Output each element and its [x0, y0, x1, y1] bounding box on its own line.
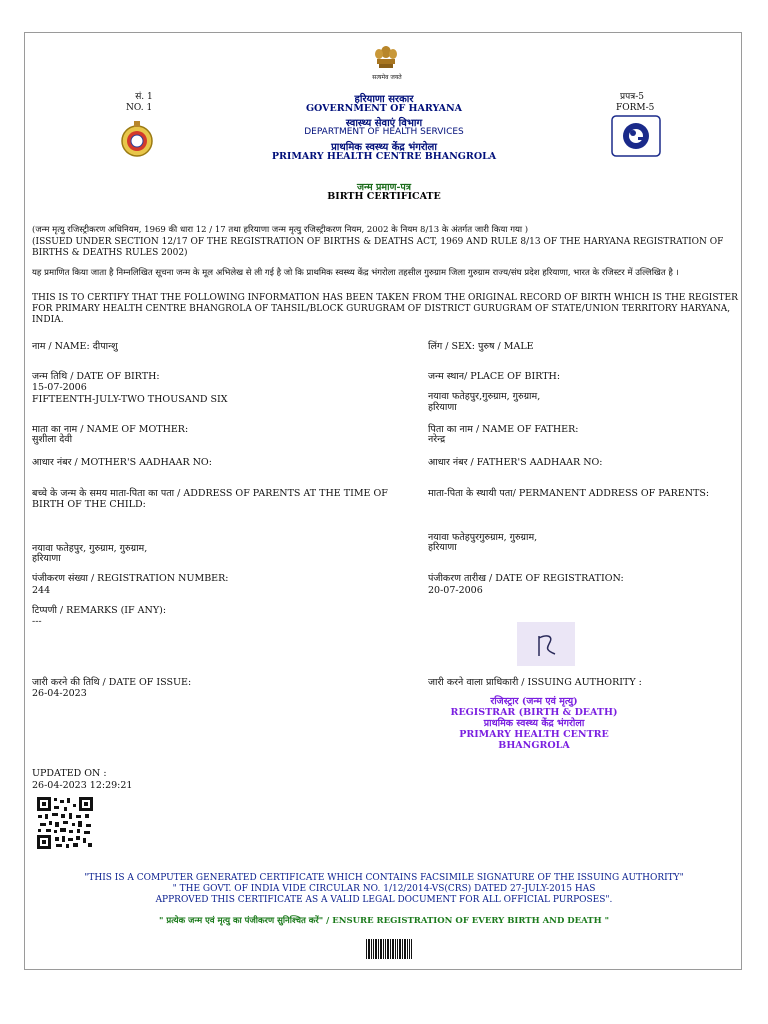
- issuing-authority-block: [428, 696, 640, 751]
- authority-phc-hindi: प्राथमिक स्वस्थ्य केंद्र भंगरोला: [483, 718, 585, 729]
- pob-value-1: नयावा फतेहपुर,गुरुग्राम, गुरुग्राम,: [428, 391, 541, 402]
- barcode: [366, 939, 412, 959]
- issue-date-label: जारी करने की तिथि / DATE OF ISSUE:: [32, 677, 192, 688]
- crs-logo-icon: [611, 115, 661, 157]
- national-emblem-icon: [370, 43, 402, 73]
- dob-words: FIFTEENTH-JULY-TWO THOUSAND SIX: [32, 394, 228, 405]
- remarks-label: टिप्पणी / REMARKS (IF ANY):: [32, 605, 167, 616]
- cert-no: NO. 1: [126, 103, 153, 113]
- address-at-birth-label: बच्चे के जन्म के समय माता-पिता का पता / ADDRESS OF PARENTS AT THE TIME OF BIRTH OF THE CHILD:: [32, 488, 388, 510]
- registration-date-value: 20-07-2006: [428, 585, 483, 596]
- sex-label: लिंग / SEX:: [428, 341, 475, 352]
- issuing-authority-label: जारी करने वाला प्राधिकारी / ISSUING AUTHORITY :: [428, 677, 642, 688]
- father-aadhaar-label: आधार नंबर / FATHER'S AADHAAR NO:: [428, 457, 603, 468]
- cert-no-hindi: सं. 1: [135, 92, 153, 102]
- remarks-value: ---: [32, 616, 42, 627]
- name-label: नाम / NAME:: [32, 341, 90, 352]
- haryana-seal-icon: [117, 119, 157, 159]
- name-value: दीपान्शु: [92, 341, 118, 352]
- certify-hindi: यह प्रमाणित किया जाता है निम्नलिखित सूचना जन्म के मूल अभिलेख से ली गई है जो कि प्राथमिक स्वस्थ्य केंद्र भंगरोला तहसील गुरुग्राम जिला गुरुग्राम राज्य/संघ प्रदेश हरियाणा, भारत के रजिस्टर में उल्लिखित है ।: [32, 268, 679, 278]
- father-label: पिता का नाम / NAME OF FATHER:: [428, 424, 579, 435]
- registration-number-label: पंजीकरण संख्या / REGISTRATION NUMBER:: [32, 573, 229, 584]
- father-value: नरेन्द्र: [428, 434, 446, 445]
- signature-image: [517, 622, 575, 666]
- updated-value: 26-04-2023 12:29:21: [32, 780, 133, 791]
- computer-generated-note: "THIS IS A COMPUTER GENERATED CERTIFICATE WHICH CONTAINS FACSIMILE SIGNATURE OF THE ISSUING AUTHORITY": [84, 873, 684, 883]
- phc-title: PRIMARY HEALTH CENTRE BHANGROLA: [271, 151, 497, 162]
- updated-label: UPDATED ON :: [32, 768, 107, 779]
- issue-date-value: 26-04-2023: [32, 688, 87, 699]
- form-no-hindi: प्रपत्र-5: [620, 92, 644, 102]
- permanent-address-value-2: हरियाणा: [428, 542, 457, 553]
- pob-value-2: हरियाणा: [428, 402, 457, 413]
- pob-label: जन्म स्थान/ PLACE OF BIRTH:: [428, 371, 561, 382]
- circular-note-2: APPROVED THIS CERTIFICATE AS A VALID LEGAL DOCUMENT FOR ALL OFFICIAL PURPOSES".: [155, 895, 613, 905]
- authority-phc: PRIMARY HEALTH CENTRE BHANGROLA: [459, 729, 609, 751]
- registration-number-value: 244: [32, 585, 51, 596]
- gov-title: GOVERNMENT OF HARYANA: [305, 103, 463, 114]
- registration-slogan: " प्रत्येक जन्म एवं मृत्यु का पंजीकरण सुनिश्चित करें" / ENSURE REGISTRATION OF EVERY BIRTH AND DEATH ": [158, 916, 609, 926]
- certify-text: THIS IS TO CERTIFY THAT THE FOLLOWING INFORMATION HAS BEEN TAKEN FROM THE ORIGINAL RECORD OF BIRTH WHICH IS THE REGISTER FOR PRIMARY HEALTH CENTRE BHANGROLA OF TAHSIL/BLOCK GURUGRAM OF DISTRICT GURUGRAM OF STATE/UNION TERRITORY HARYANA, INDIA.: [32, 293, 738, 325]
- dob-label: जन्म तिथि / DATE OF BIRTH:: [32, 371, 160, 382]
- issued-under-hindi: (जन्म मृत्यु रजिस्ट्रीकरण अधिनियम, 1969 की धारा 12 / 17 तथा हरियाणा जन्म मृत्यु रजिस्ट्रीकरण नियम, 2002 के नियम 8/13 के अंतर्गत जारी किया गया ): [32, 225, 529, 235]
- form-no: FORM-5: [616, 103, 655, 113]
- address-at-birth-value-1: नयावा फतेहपुर, गुरुग्राम, गुरुग्राम,: [32, 543, 148, 554]
- dept-hindi: स्वास्थ्य सेवाएं विभाग: [345, 118, 423, 129]
- permanent-address-label: माता-पिता के स्थायी पता/ PERMANENT ADDRESS OF PARENTS:: [428, 488, 710, 499]
- phc-hindi: प्राथमिक स्वस्थ्य केंद्र भंगरोला: [331, 142, 437, 153]
- name-row: [32, 341, 118, 352]
- authority-hindi: रजिस्ट्रार (जन्म एवं मृत्यु): [490, 696, 578, 707]
- issued-under: (ISSUED UNDER SECTION 12/17 OF THE REGISTRATION OF BIRTHS & DEATHS ACT, 1969 AND RULE 8/13 OF THE HARYANA REGISTRATION OF BIRTHS & DEATHS RULES 2002): [32, 237, 724, 258]
- dept-title: DEPARTMENT OF HEALTH SERVICES: [304, 127, 464, 137]
- mother-value: सुशीला देवी: [32, 434, 73, 445]
- sex-value: पुरुष / MALE: [477, 341, 534, 352]
- registration-date-label: पंजीकरण तारीख / DATE OF REGISTRATION:: [428, 573, 624, 584]
- gov-hindi: हरियाणा सरकार: [354, 94, 414, 105]
- mother-aadhaar-label: आधार नंबर / MOTHER'S AADHAAR NO:: [32, 457, 212, 468]
- address-at-birth-value-2: हरियाणा: [32, 553, 61, 564]
- cert-title-hindi: जन्म प्रमाण-पत्र: [356, 182, 412, 193]
- dob-value: 15-07-2006: [32, 382, 87, 393]
- permanent-address-value-1: नयावा फतेहपुरगुरुग्राम, गुरुग्राम,: [428, 532, 538, 543]
- emblem-caption: सत्यमेव जयते: [372, 74, 402, 81]
- mother-label: माता का नाम / NAME OF MOTHER:: [32, 424, 189, 435]
- cert-title: BIRTH CERTIFICATE: [327, 191, 441, 202]
- qr-code: [36, 796, 94, 850]
- circular-note-1: " THE GOVT. OF INDIA VIDE CIRCULAR NO. 1/12/2014-VS(CRS) DATED 27-JULY-2015 HAS: [172, 884, 596, 894]
- authority-title: REGISTRAR (BIRTH & DEATH): [450, 707, 618, 718]
- sex-row: [428, 341, 534, 352]
